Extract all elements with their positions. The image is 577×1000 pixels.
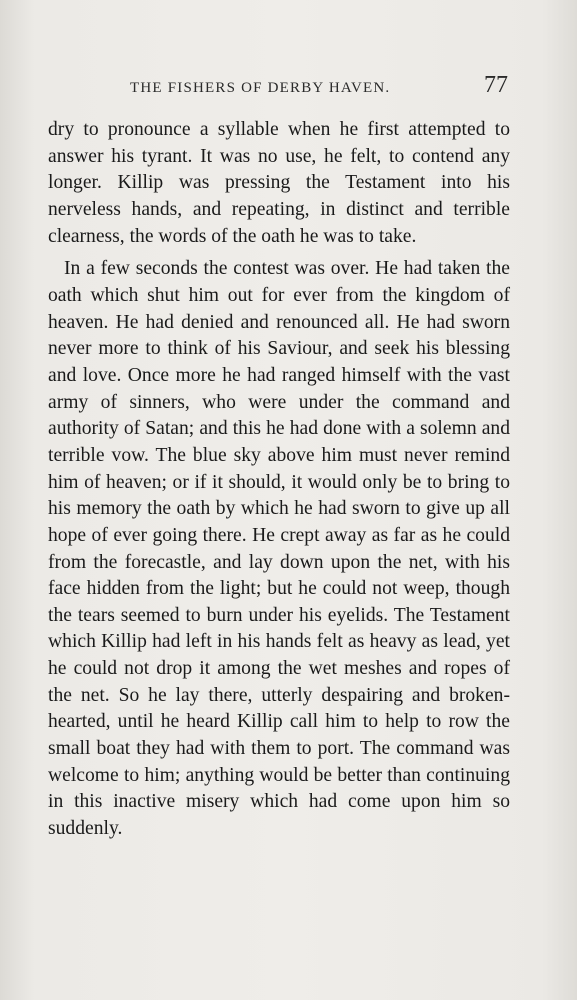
paragraph-main: In a few seconds the contest was over. He had taken the oath which shut him out for ever from the kingdom of heaven. He had denied and renounced all. He had sworn never more to think of his Saviour, and seek his blessing and love. Once more he had ranged himself with the vast army of sinners, who were under the command and authority of Satan; and this he had done with a solemn and terrible vow. The blue sky above him must never remind him of heaven; or if it should, it would only be to bring to his memory the oath by which he had sworn to give up all hope of ever going there. He crept away as far as he could from the forecastle, and lay down upon the net, with his face hidden from the light; but he could not weep, though the tears seemed to burn under his eyelids. The Testament which Killip had left in his hands felt as heavy as lead, yet he could not drop it among the wet meshes and ropes of the net. So he lay there, utterly despairing and broken-hearted, until he heard Killip call him to help to row the small boat they had with them to port. The command was welcome to him; anything would be better than continuing in this inactive misery which had come upon him so suddenly. <box>48 258 510 840</box>
body-text <box>48 117 510 843</box>
page-number: 77 <box>484 72 508 98</box>
paragraph-continuation: dry to pronounce a syllable when he first attempted to answer his tyrant. It was no use, he felt, to contend any longer. Killip was pressing the Testament into his nerveless hands, and repeating, in distinct and terrible clearness, the words of the oath he was to take. <box>48 119 510 247</box>
running-head <box>48 72 508 102</box>
running-title: THE FISHERS OF DERBY HAVEN. <box>130 80 391 96</box>
